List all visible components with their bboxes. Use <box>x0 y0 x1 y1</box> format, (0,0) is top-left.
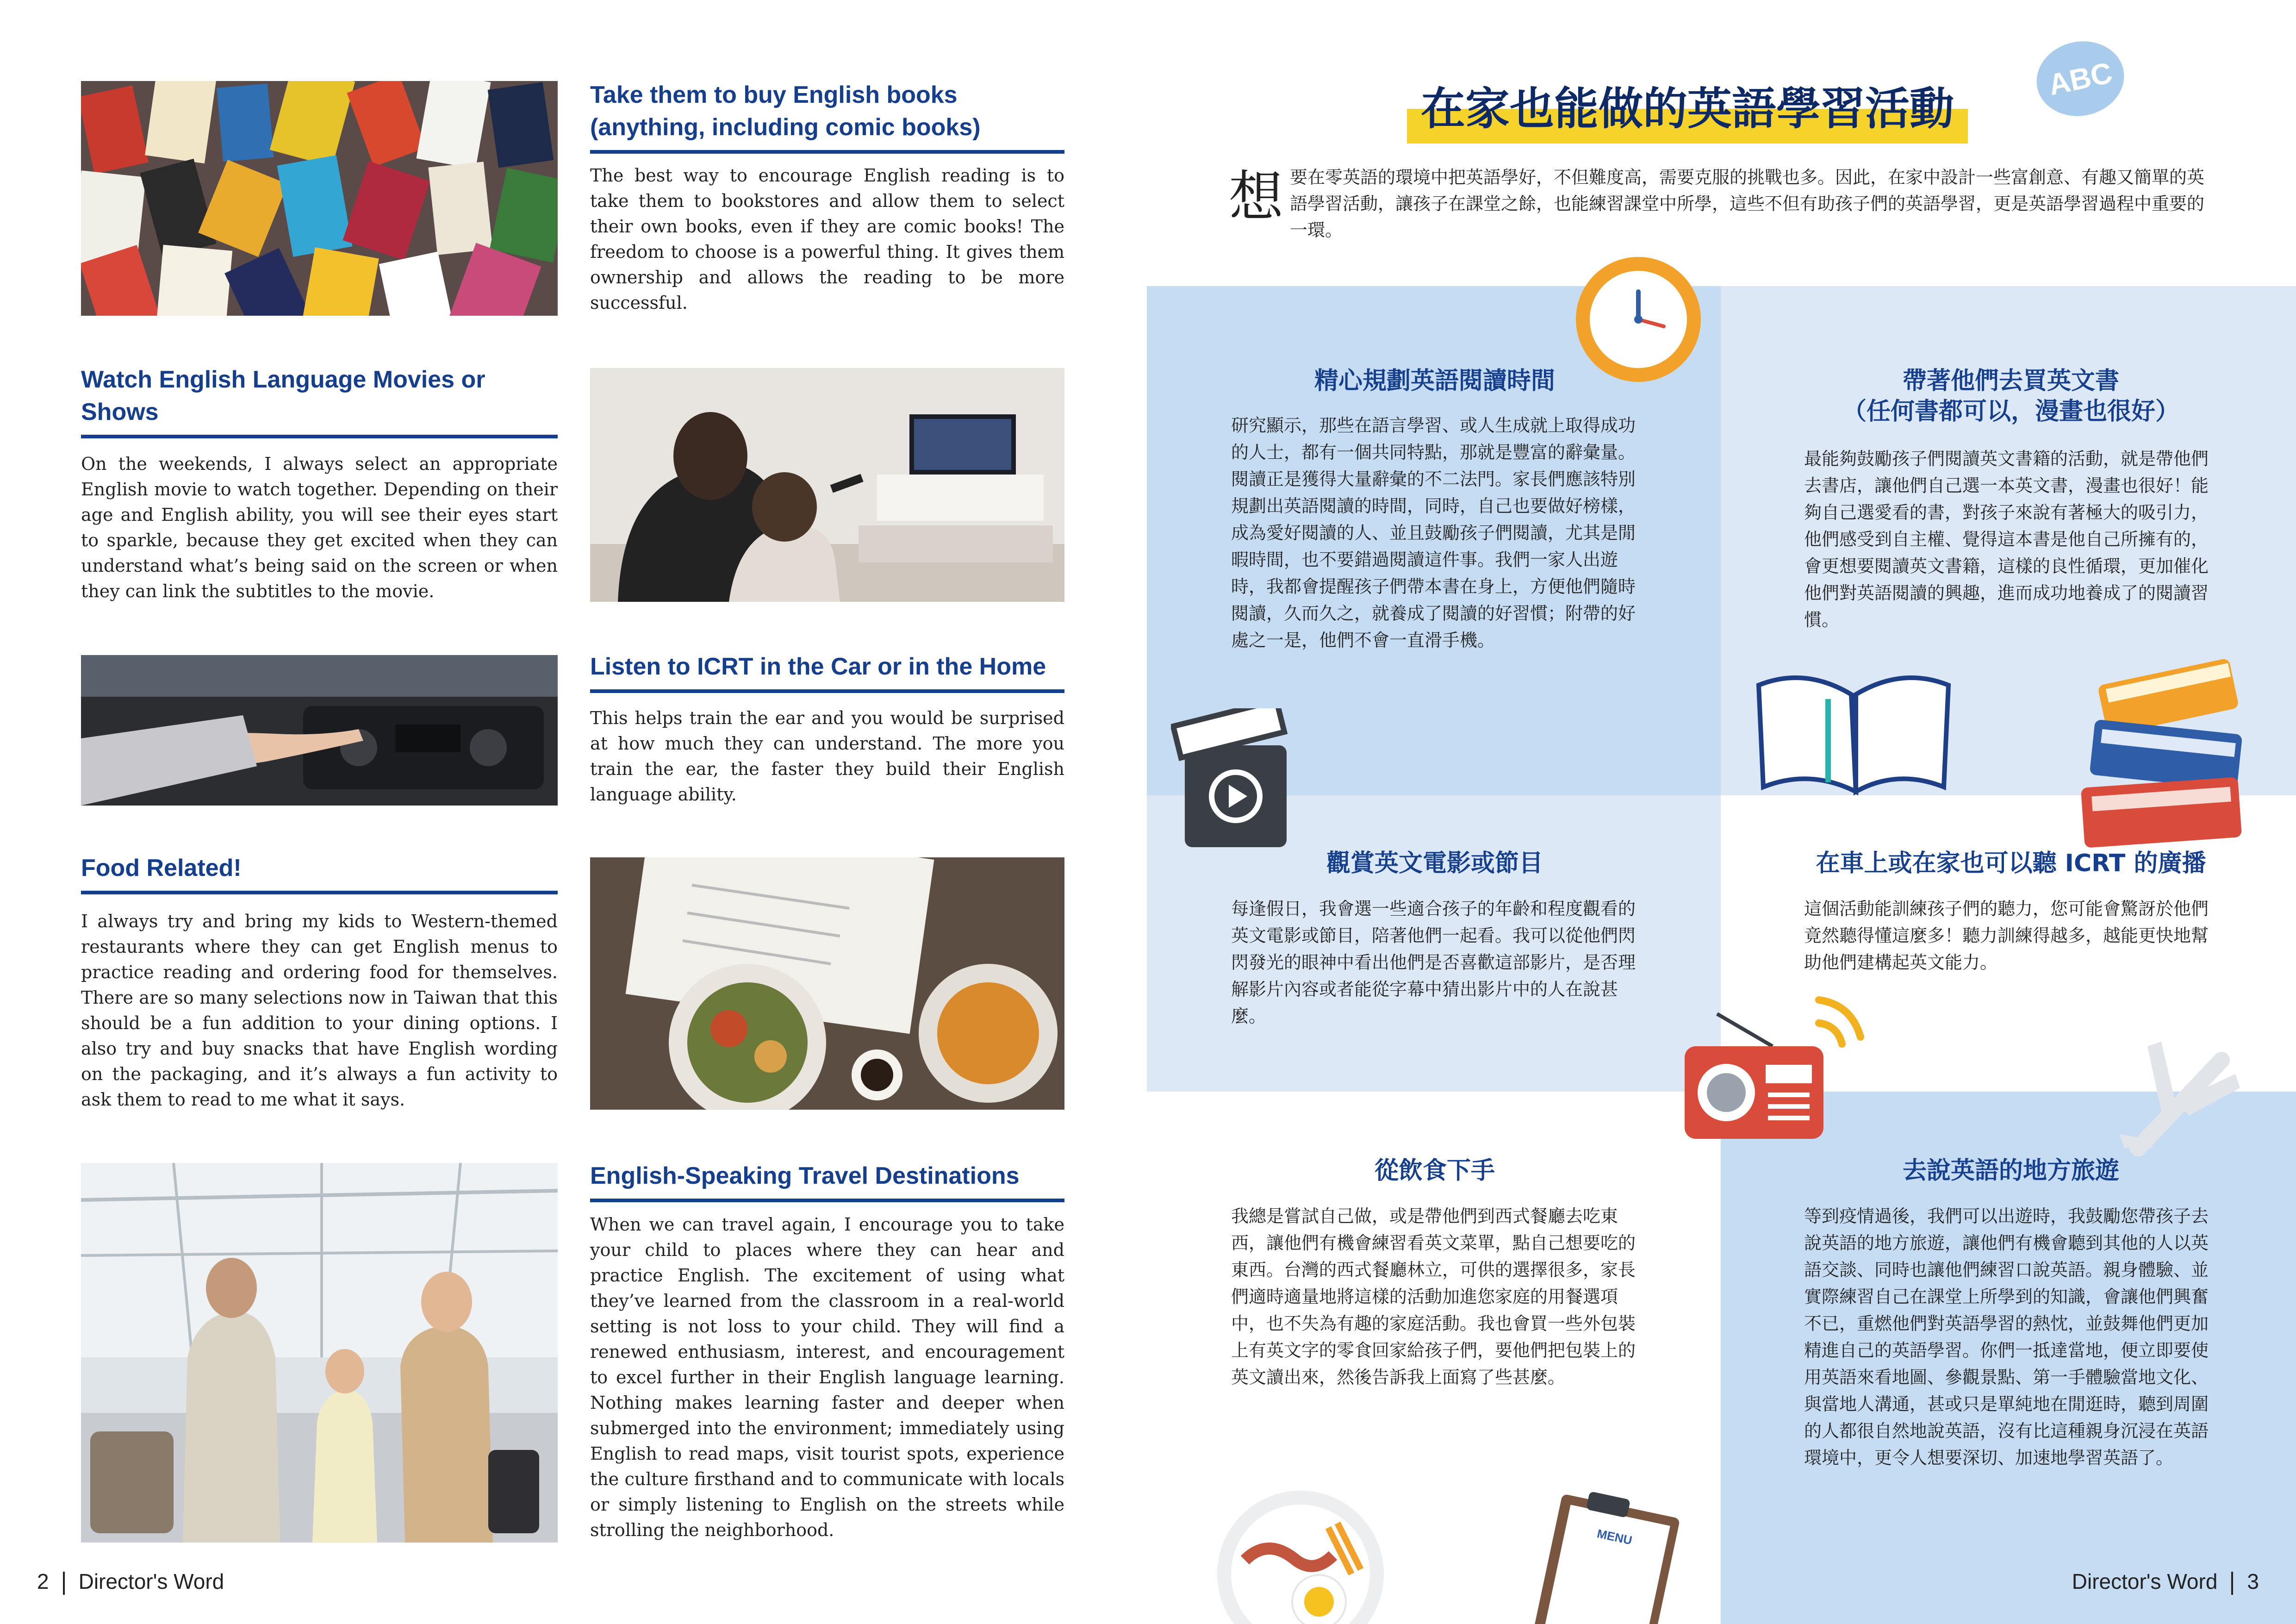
zh-body-icrt: 這個活動能訓練孩子們的聽力，您可能會驚訝於他們竟然聽得懂這麼多！聽力訓練得越多，越能更快地幫助他們建構起英文能力。 <box>1804 899 2209 973</box>
section-body-icrt: This helps train the ear and you would be surprised at how much they can understand. The more you train the ear, the faster they build their English language ability. <box>590 708 1064 805</box>
section-body-food: I always try and bring my kids to Western-themed restaurants where they can get English menus to practice reading and ordering food for themselves. There are so many selections now in Taiwan that this should be a fun addition to your dining options. I also try and buy snacks that have English wording on the packaging, and it’s always a fun activity to ask them to read to me what it says. <box>81 911 558 1110</box>
zh-body-food: 我總是嘗試自己做，或是帶他們到西式餐廳去吃東西，讓他們有機會練習看英文菜單，點自己想要吃的東西。台灣的西式餐廳林立，可供的選擇很多，家長們適時適量地將這樣的活動加進您家庭的用餐選項中，也不失為有趣的家庭活動。我也會買一些外包裝上有英文字的零食回家給孩子們，要他們把包裝上的英文讀出來，然後告訴我上面寫了些甚麼。 <box>1231 1206 1636 1387</box>
menu-clipboard-icon <box>1527 1486 1685 1624</box>
right-page-number: 3 <box>2247 1569 2259 1593</box>
clapperboard-icon <box>1171 708 1296 861</box>
books-photo <box>81 81 558 316</box>
left-footer <box>37 1568 224 1595</box>
right-footer <box>2072 1568 2259 1595</box>
tv-photo <box>590 368 1064 602</box>
footer-divider <box>2231 1572 2233 1595</box>
section-body-movies: On the weekends, I always select an appropriate English movie to watch together. Depending on their age and English ability, you will see their eyes start to sparkle, because they get excited when they can understand what’s being said on the screen or when they can link the subtitles to the movie. <box>81 454 558 601</box>
zh-body-reading-time: 研究顯示，那些在語言學習、或人生成就上取得成功的人士，都有一個共同特點，那就是豐富的辭彙量。閱讀正是獲得大量辭彙的不二法門。家長們應該特別規劃出英語閱讀的時間，同時，自己也要做好榜樣，成為愛好閱讀的人、並且鼓勵孩子們閱讀，尤其是閒暇時間，也不要錯過閱讀這件事。我們一家人出遊時，我都會提醒孩子們帶本書在身上，方便他們隨時閱讀，久而久之，就養成了閱讀的好習慣；附帶的好處之一是，他們不會一直滑手機。 <box>1231 415 1636 650</box>
right-footer-label: Director's Word <box>2072 1569 2218 1593</box>
books-stack-icon <box>1749 657 2263 852</box>
zh-heading-food: 從飲食下手 <box>1374 1157 1495 1185</box>
intro-paragraph <box>1229 164 2215 244</box>
page-title: 在家也能做的英語學習活動 <box>1407 74 1968 144</box>
zh-heading-reading-time: 精心規劃英語閱讀時間 <box>1314 367 1555 395</box>
zh-body-buy-books: 最能夠鼓勵孩子們閱讀英文書籍的活動，就是帶他們去書店，讓他們自己選一本英文書，漫畫也很好！能夠自己選愛看的書，對孩子來說有著極大的吸引力，他們感受到自主權、覺得這本書是他自己所擁有的，會更想要閱讀英文書籍，這樣的良性循環，更加催化他們對英語閱讀的興趣，進而成功地養成了的閱讀習慣。 <box>1804 449 2209 630</box>
zh-heading-movies: 觀賞英文電影或節目 <box>1326 849 1543 877</box>
zh-body-movies: 每逢假日，我會選一些適合孩子的年齡和程度觀看的英文電影或節目，陪著他們一起看。我可以從他們閃閃發光的眼神中看出他們是否喜歡這部影片，是否理解影片內容或者能從字幕中猜出影片中的人在說甚麼。 <box>1231 899 1636 1026</box>
zh-heading-travel: 去說英語的地方旅遊 <box>1902 1157 2119 1185</box>
car-radio-photo <box>81 655 558 806</box>
footer-divider <box>63 1572 65 1595</box>
airplane-icon <box>2110 1032 2249 1171</box>
section-heading-travel: English-Speaking Travel Destinations <box>590 1160 1064 1202</box>
menu-label: MENU <box>1596 1526 1634 1548</box>
zh-heading-icrt: 在車上或在家也可以聽 ICRT 的廣播 <box>1816 849 2206 877</box>
zh-body-travel: 等到疫情過後，我們可以出遊時，我鼓勵您帶孩子去說英語的地方旅遊，讓他們有機會聽到其他的人以英語交談、同時也讓他們練習口說英語。親身體驗、並實際練習自己在課堂上所學到的知識，會讓他們興奮不已，重燃他們對英語學習的熱忱，並鼓舞他們更加精進自己的英語學習。你們一抵達當地，便立即要使用英語來看地圖、參觀景點、第一手體驗當地文化、與當地人溝通，甚或只是單純地在閒逛時，聽到周圍的人都很自然地說英語，沒有比這種親身沉浸在英語環境中，更令人想要深切、加速地學習英語了。 <box>1804 1206 2209 1468</box>
zh-heading-buy-books: 帶著他們去買英文書 （任何書都可以，漫畫也很好） <box>1842 367 2179 425</box>
food-photo <box>590 857 1064 1110</box>
section-heading-movies: Watch English Language Movies or Shows <box>81 363 558 438</box>
left-footer-label: Director's Word <box>78 1569 224 1593</box>
section-body-buy-books: The best way to encourage English reading is to take them to bookstores and allow them to select their own books, even if they are comic books! The freedom to choose is a powerful thing. It gives them ownership and allows the reading to be more successful. <box>590 165 1064 313</box>
intro-drop-cap: 想 <box>1229 165 1284 229</box>
radio-icon <box>1680 986 1879 1143</box>
left-page-number: 2 <box>37 1569 49 1593</box>
section-heading-food: Food Related! <box>81 852 558 894</box>
section-body-travel: When we can travel again, I encourage you to take your child to places where they can hear and practice English. The excitement of using what they’ve learned from the classroom in a real-world setting is not loss to your child. They will find a renewed enthusiasm, interest, and encouragement to excel further in their English language learning. Nothing makes learning faster and deeper when submerged into the environment; immediately using English to read maps, visit tourist spots, experience the culture firsthand and to communicate with locals or simply listening to English on the streets while strolling the neighborhood. <box>590 1214 1064 1540</box>
airport-photo <box>81 1163 558 1543</box>
clock-icon <box>1571 252 1705 387</box>
intro-text: 要在零英語的環境中把英語學好，不但難度高，需要克服的挑戰也多。因此，在家中設計一些富創意、有趣又簡單的英語學習活動，讓孩子在課堂之餘，也能練習課堂中所學，這些不但有助孩子們的英語學習，更是英語學習過程中重要的一環。 <box>1290 167 2205 240</box>
abc-badge: ABC <box>2029 33 2131 124</box>
section-heading-buy-books: Take them to buy English books (anything, including comic books) <box>590 79 1064 154</box>
section-heading-icrt: Listen to ICRT in the Car or in the Home <box>590 650 1064 693</box>
breakfast-plate-icon <box>1213 1468 1388 1624</box>
